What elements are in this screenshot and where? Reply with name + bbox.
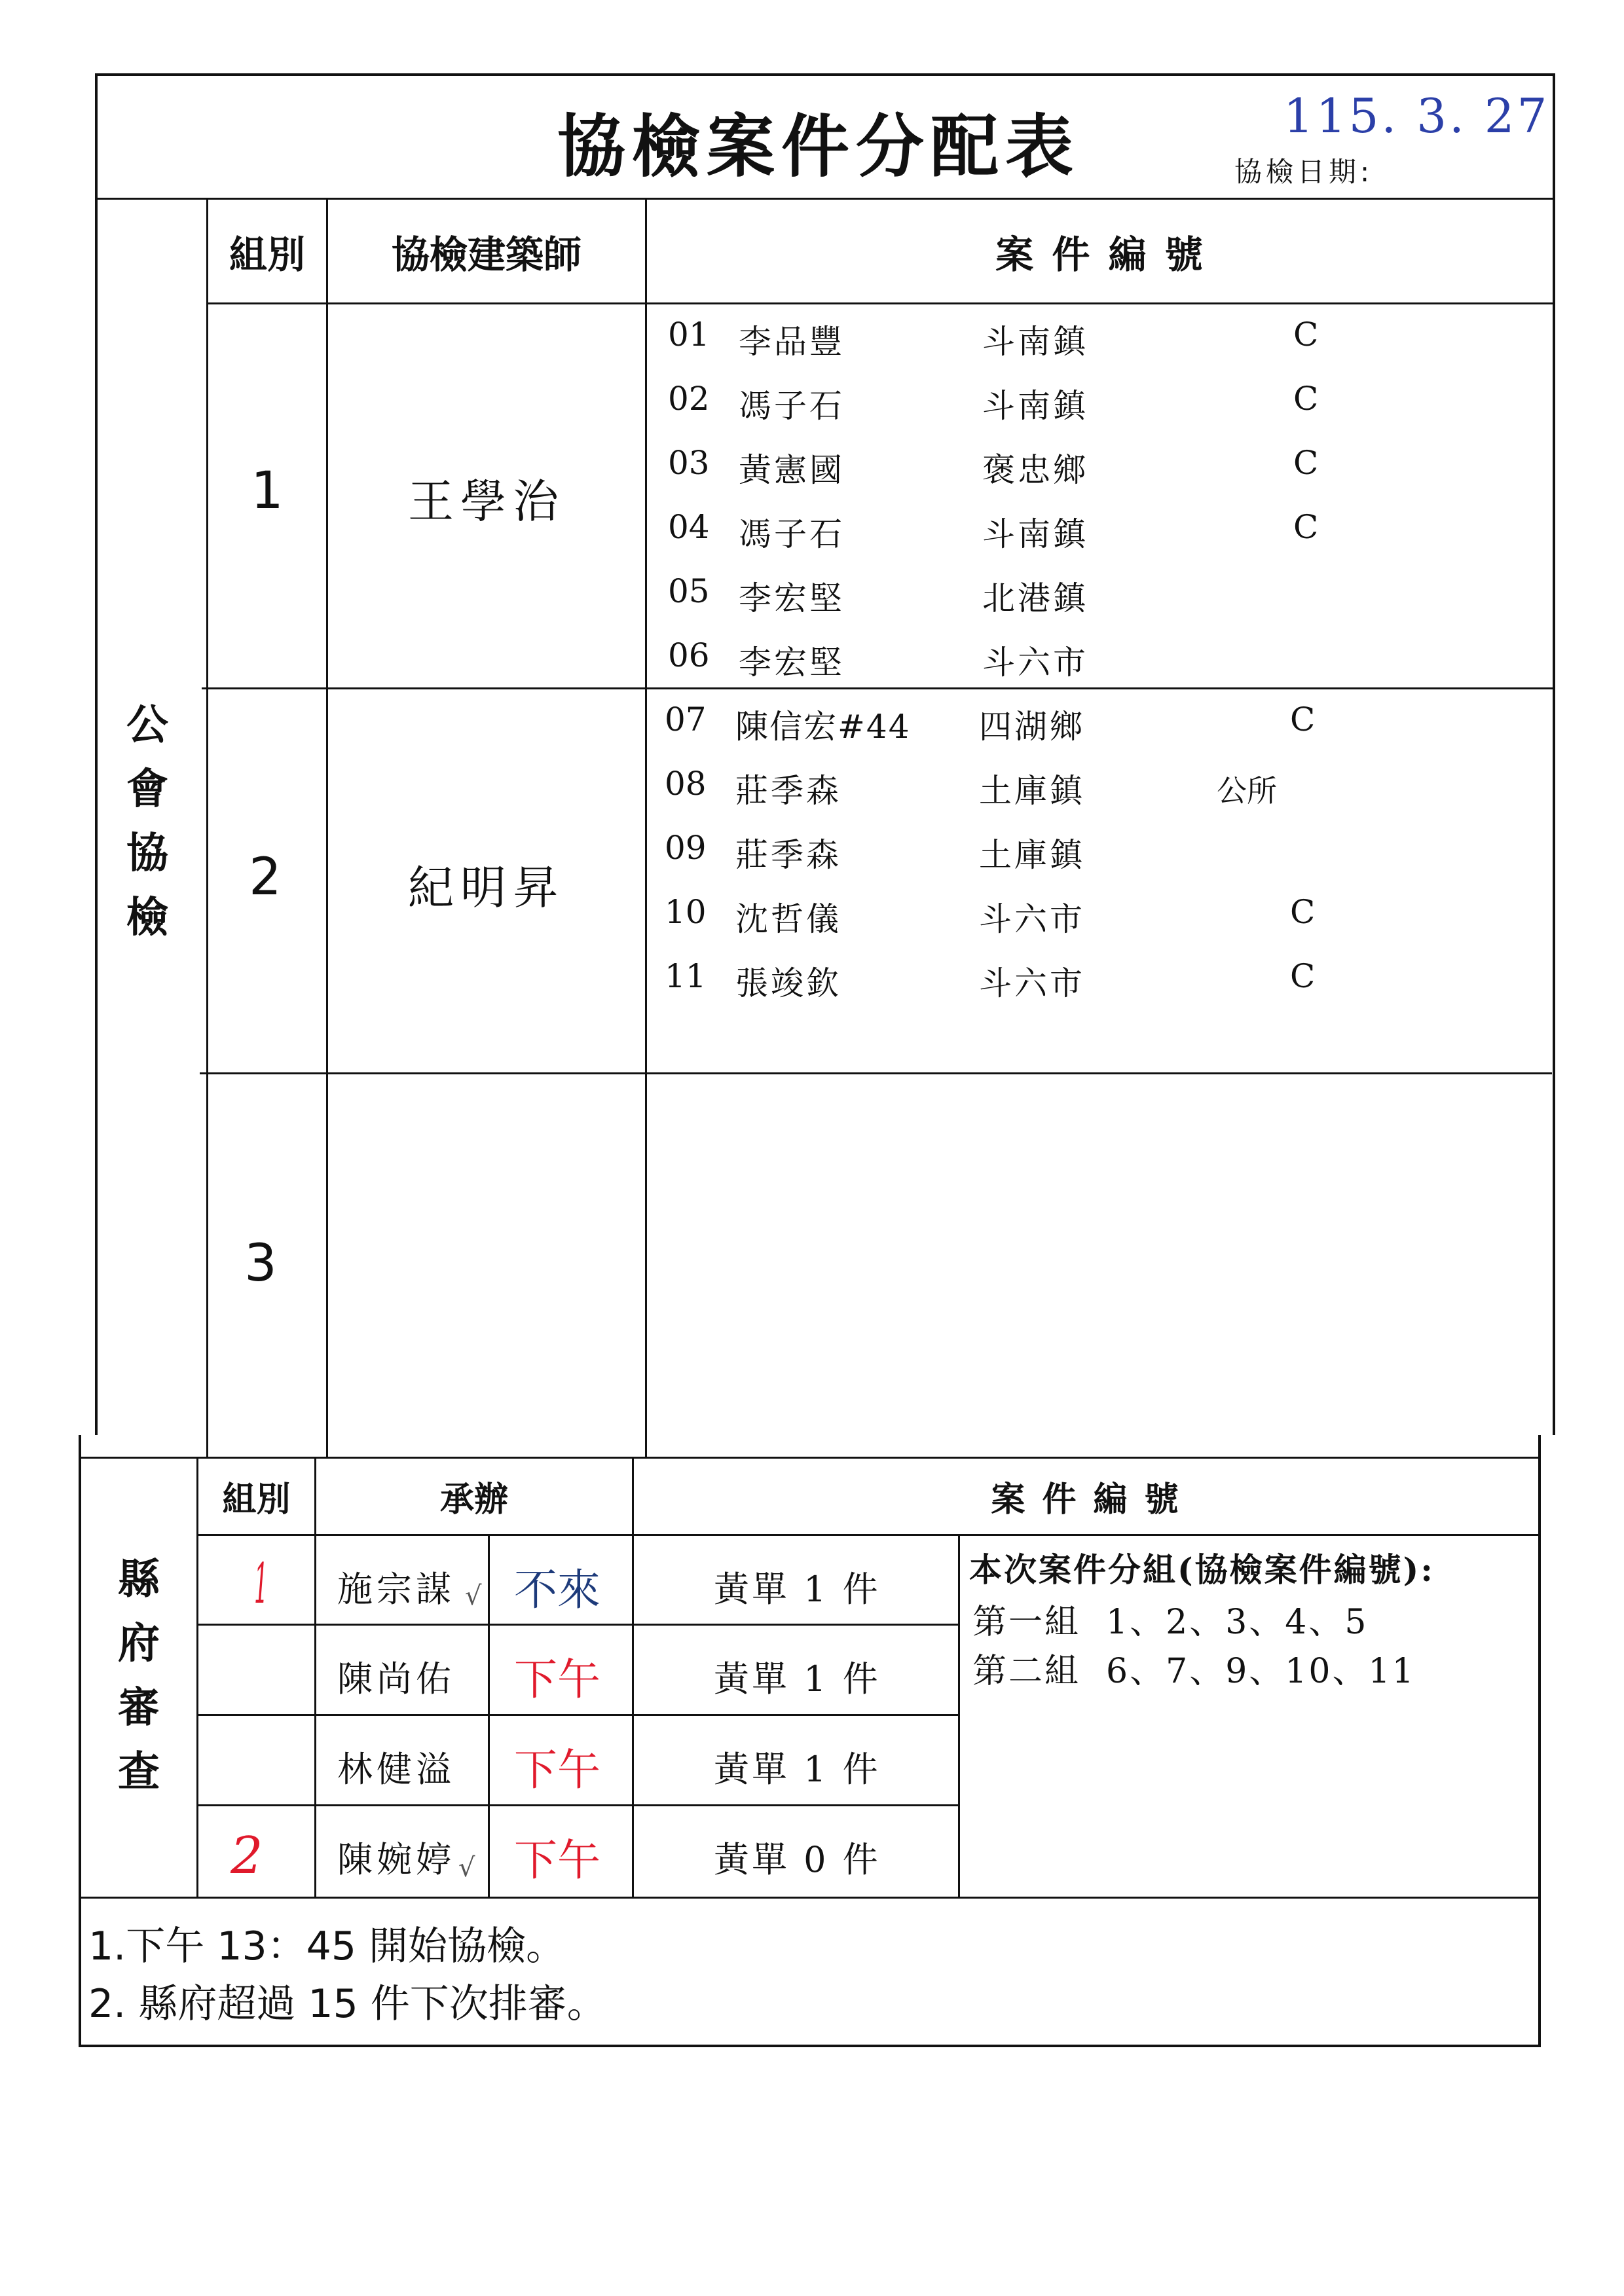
yellow-slip-count: 黃單 0 件 [714, 1839, 881, 1880]
county-header-handler: 承辦 [439, 1480, 508, 1520]
case-number: 04 [668, 508, 710, 546]
check-mark: √ [465, 1581, 482, 1611]
case-town: 斗六市 [982, 644, 1088, 682]
case-town: 北港鎮 [982, 579, 1088, 617]
section-char: 審 [118, 1684, 160, 1732]
case-number: 09 [665, 829, 707, 867]
section-char: 縣 [118, 1556, 160, 1604]
case-town: 褒忠鄉 [982, 451, 1088, 489]
case-note: C [1293, 508, 1319, 546]
case-note: C [1293, 380, 1319, 418]
case-number: 08 [665, 765, 707, 803]
group-number: 2 [249, 848, 282, 907]
group-number: 1 [251, 462, 284, 520]
case-number: 07 [665, 701, 707, 738]
attendance-status: 下午 [514, 1835, 600, 1886]
group-mark-handwritten: 1 [254, 1552, 268, 1616]
handler-name: 陳婉婷 [337, 1839, 455, 1880]
case-applicant: 黃憲國 [739, 451, 845, 489]
note-line: 2. 縣府超過 15 件下次排審。 [88, 1981, 606, 2027]
case-number: 03 [668, 444, 710, 482]
case-applicant: 陳信宏#44 [735, 708, 911, 746]
case-town: 土庫鎮 [979, 836, 1085, 874]
case-number: 01 [668, 316, 710, 354]
case-applicant: 莊季森 [735, 772, 841, 810]
case-number: 06 [668, 636, 710, 674]
case-applicant: 李品豐 [739, 323, 845, 361]
case-town: 斗六市 [979, 964, 1085, 1002]
note-line: 1.下午 13：45 開始協檢。 [88, 1923, 566, 1969]
case-applicant: 沈哲儀 [735, 900, 841, 938]
yellow-slip-count: 黃單 1 件 [714, 1569, 881, 1610]
case-applicant: 李宏堅 [739, 579, 845, 617]
case-applicant: 張竣欽 [735, 964, 841, 1002]
case-town: 土庫鎮 [979, 772, 1085, 810]
case-town: 斗南鎮 [982, 387, 1088, 425]
county-header-cases: 案 件 編 號 [991, 1480, 1181, 1520]
grouping-line-1: 第一組 1、2、3、4、5 [972, 1603, 1369, 1642]
case-note: 公所 [1217, 773, 1277, 809]
inspection-date-value: 115. 3. 27 [1283, 88, 1550, 143]
section-char: 查 [118, 1748, 160, 1796]
handler-name: 施宗謀 [337, 1569, 455, 1610]
group-number: 3 [244, 1234, 277, 1293]
attendance-status: 下午 [514, 1745, 600, 1795]
handler-name: 陳尚佑 [337, 1658, 455, 1700]
section-char: 會 [126, 765, 168, 814]
attendance-status: 下午 [514, 1654, 600, 1705]
section-char: 協 [126, 829, 168, 878]
section-char: 公 [126, 701, 168, 750]
case-note: C [1290, 893, 1316, 931]
architect-name: 紀明昇 [408, 860, 565, 915]
case-number: 05 [668, 572, 710, 610]
yellow-slip-count: 黃單 1 件 [714, 1749, 881, 1790]
case-applicant: 馮子石 [739, 515, 845, 553]
section-char: 府 [118, 1620, 160, 1668]
handler-name: 林健溢 [337, 1749, 455, 1790]
county-header-group: 組別 [222, 1480, 291, 1520]
architect-name [328, 1218, 645, 1322]
case-note: C [1293, 316, 1319, 354]
inspection-date-label: 協檢日期: [1234, 156, 1374, 188]
case-town: 四湖鄉 [979, 708, 1085, 746]
check-mark: √ [458, 1853, 475, 1883]
case-applicant: 馮子石 [739, 387, 845, 425]
group-mark-handwritten: 2 [231, 1827, 263, 1886]
case-number: 11 [665, 957, 707, 995]
case-number: 02 [668, 380, 710, 418]
case-town: 斗南鎮 [982, 323, 1088, 361]
column-header-cases: 案 件 編 號 [995, 232, 1206, 277]
page-title: 協檢案件分配表 [557, 107, 1080, 187]
column-header-architect: 協檢建築師 [391, 232, 581, 277]
case-number: 10 [665, 893, 707, 931]
architect-name: 王學治 [408, 474, 565, 528]
yellow-slip-count: 黃單 1 件 [714, 1658, 881, 1700]
grouping-line-2: 第二組 6、7、9、10、11 [972, 1652, 1416, 1691]
grouping-title: 本次案件分組(協檢案件編號): [969, 1550, 1435, 1589]
case-town: 斗南鎮 [982, 515, 1088, 553]
column-header-group: 組別 [229, 232, 305, 277]
section-char: 檢 [126, 894, 168, 942]
attendance-status: 不來 [514, 1565, 600, 1615]
case-note: C [1293, 444, 1319, 482]
case-note: C [1290, 701, 1316, 738]
case-applicant: 莊季森 [735, 836, 841, 874]
case-applicant: 李宏堅 [739, 644, 845, 682]
case-town: 斗六市 [979, 900, 1085, 938]
case-note: C [1290, 957, 1316, 995]
